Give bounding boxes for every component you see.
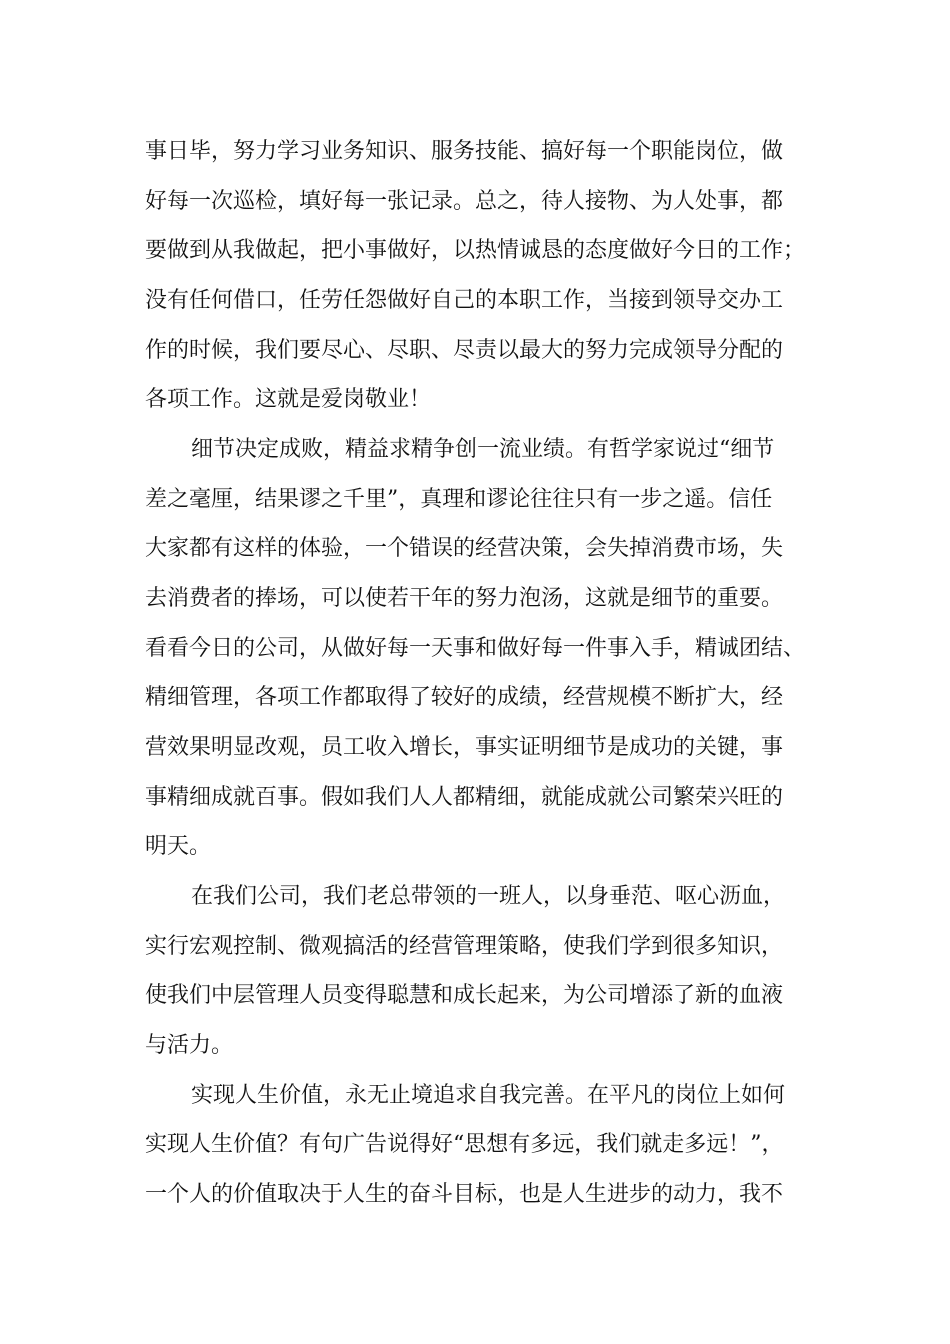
text-line: 大家都有这样的体验，一个错误的经营决策，会失掉消费市场，失 [145, 536, 784, 561]
text-line: 营效果明显改观，员工收入增长，事实证明细节是成功的关键，事 [145, 735, 784, 760]
text-line: 与活力。 [145, 1033, 234, 1058]
text-line: 去消费者的捧场，可以使若干年的努力泡汤，这就是细节的重要。 [145, 586, 784, 611]
text-line: 实行宏观控制、微观搞活的经营管理策略，使我们学到很多知识， [145, 934, 784, 959]
text-line: 差之毫厘，结果谬之千里”，真理和谬论往往只有一步之遥。信任 [145, 487, 773, 512]
paragraph-first-line: 实现人生价值，永无止境追求自我完善。在平凡的岗位上如何 [191, 1083, 786, 1108]
paragraph-first-line: 细节决定成败，精益求精争创一流业绩。有哲学家说过“细节 [191, 437, 775, 462]
text-line: 使我们中层管理人员变得聪慧和成长起来，为公司增添了新的血液 [145, 983, 784, 1008]
text-line: 要做到从我做起，把小事做好，以热情诚恳的态度做好今日的工作； [145, 238, 806, 263]
text-line: 一个人的价值取决于人生的奋斗目标，也是人生进步的动力，我不 [145, 1182, 784, 1207]
paragraph-first-line: 在我们公司，我们老总带领的一班人，以身垂范、呕心沥血， [191, 884, 786, 909]
text-line: 精细管理，各项工作都取得了较好的成绩，经营规模不断扩大，经 [145, 685, 784, 710]
text-line: 好每一次巡检，填好每一张记录。总之，待人接物、为人处事，都 [145, 189, 784, 214]
text-line: 看看今日的公司，从做好每一天事和做好每一件事入手，精诚团结、 [145, 636, 806, 661]
text-line: 事日毕，努力学习业务知识、服务技能、搞好每一个职能岗位，做 [145, 139, 784, 164]
text-line: 各项工作。这就是爱岗敬业！ [145, 387, 432, 412]
text-line: 作的时候，我们要尽心、尽职、尽责以最大的努力完成领导分配的 [145, 338, 784, 363]
text-line: 没有任何借口，任劳任怨做好自己的本职工作，当接到领导交办工 [145, 288, 784, 313]
text-line: 实现人生价值？有句广告说得好“思想有多远，我们就走多远！”， [145, 1132, 784, 1157]
text-line: 明天。 [145, 834, 212, 859]
text-line: 事精细成就百事。假如我们人人都精细，就能成就公司繁荣兴旺的 [145, 785, 784, 810]
